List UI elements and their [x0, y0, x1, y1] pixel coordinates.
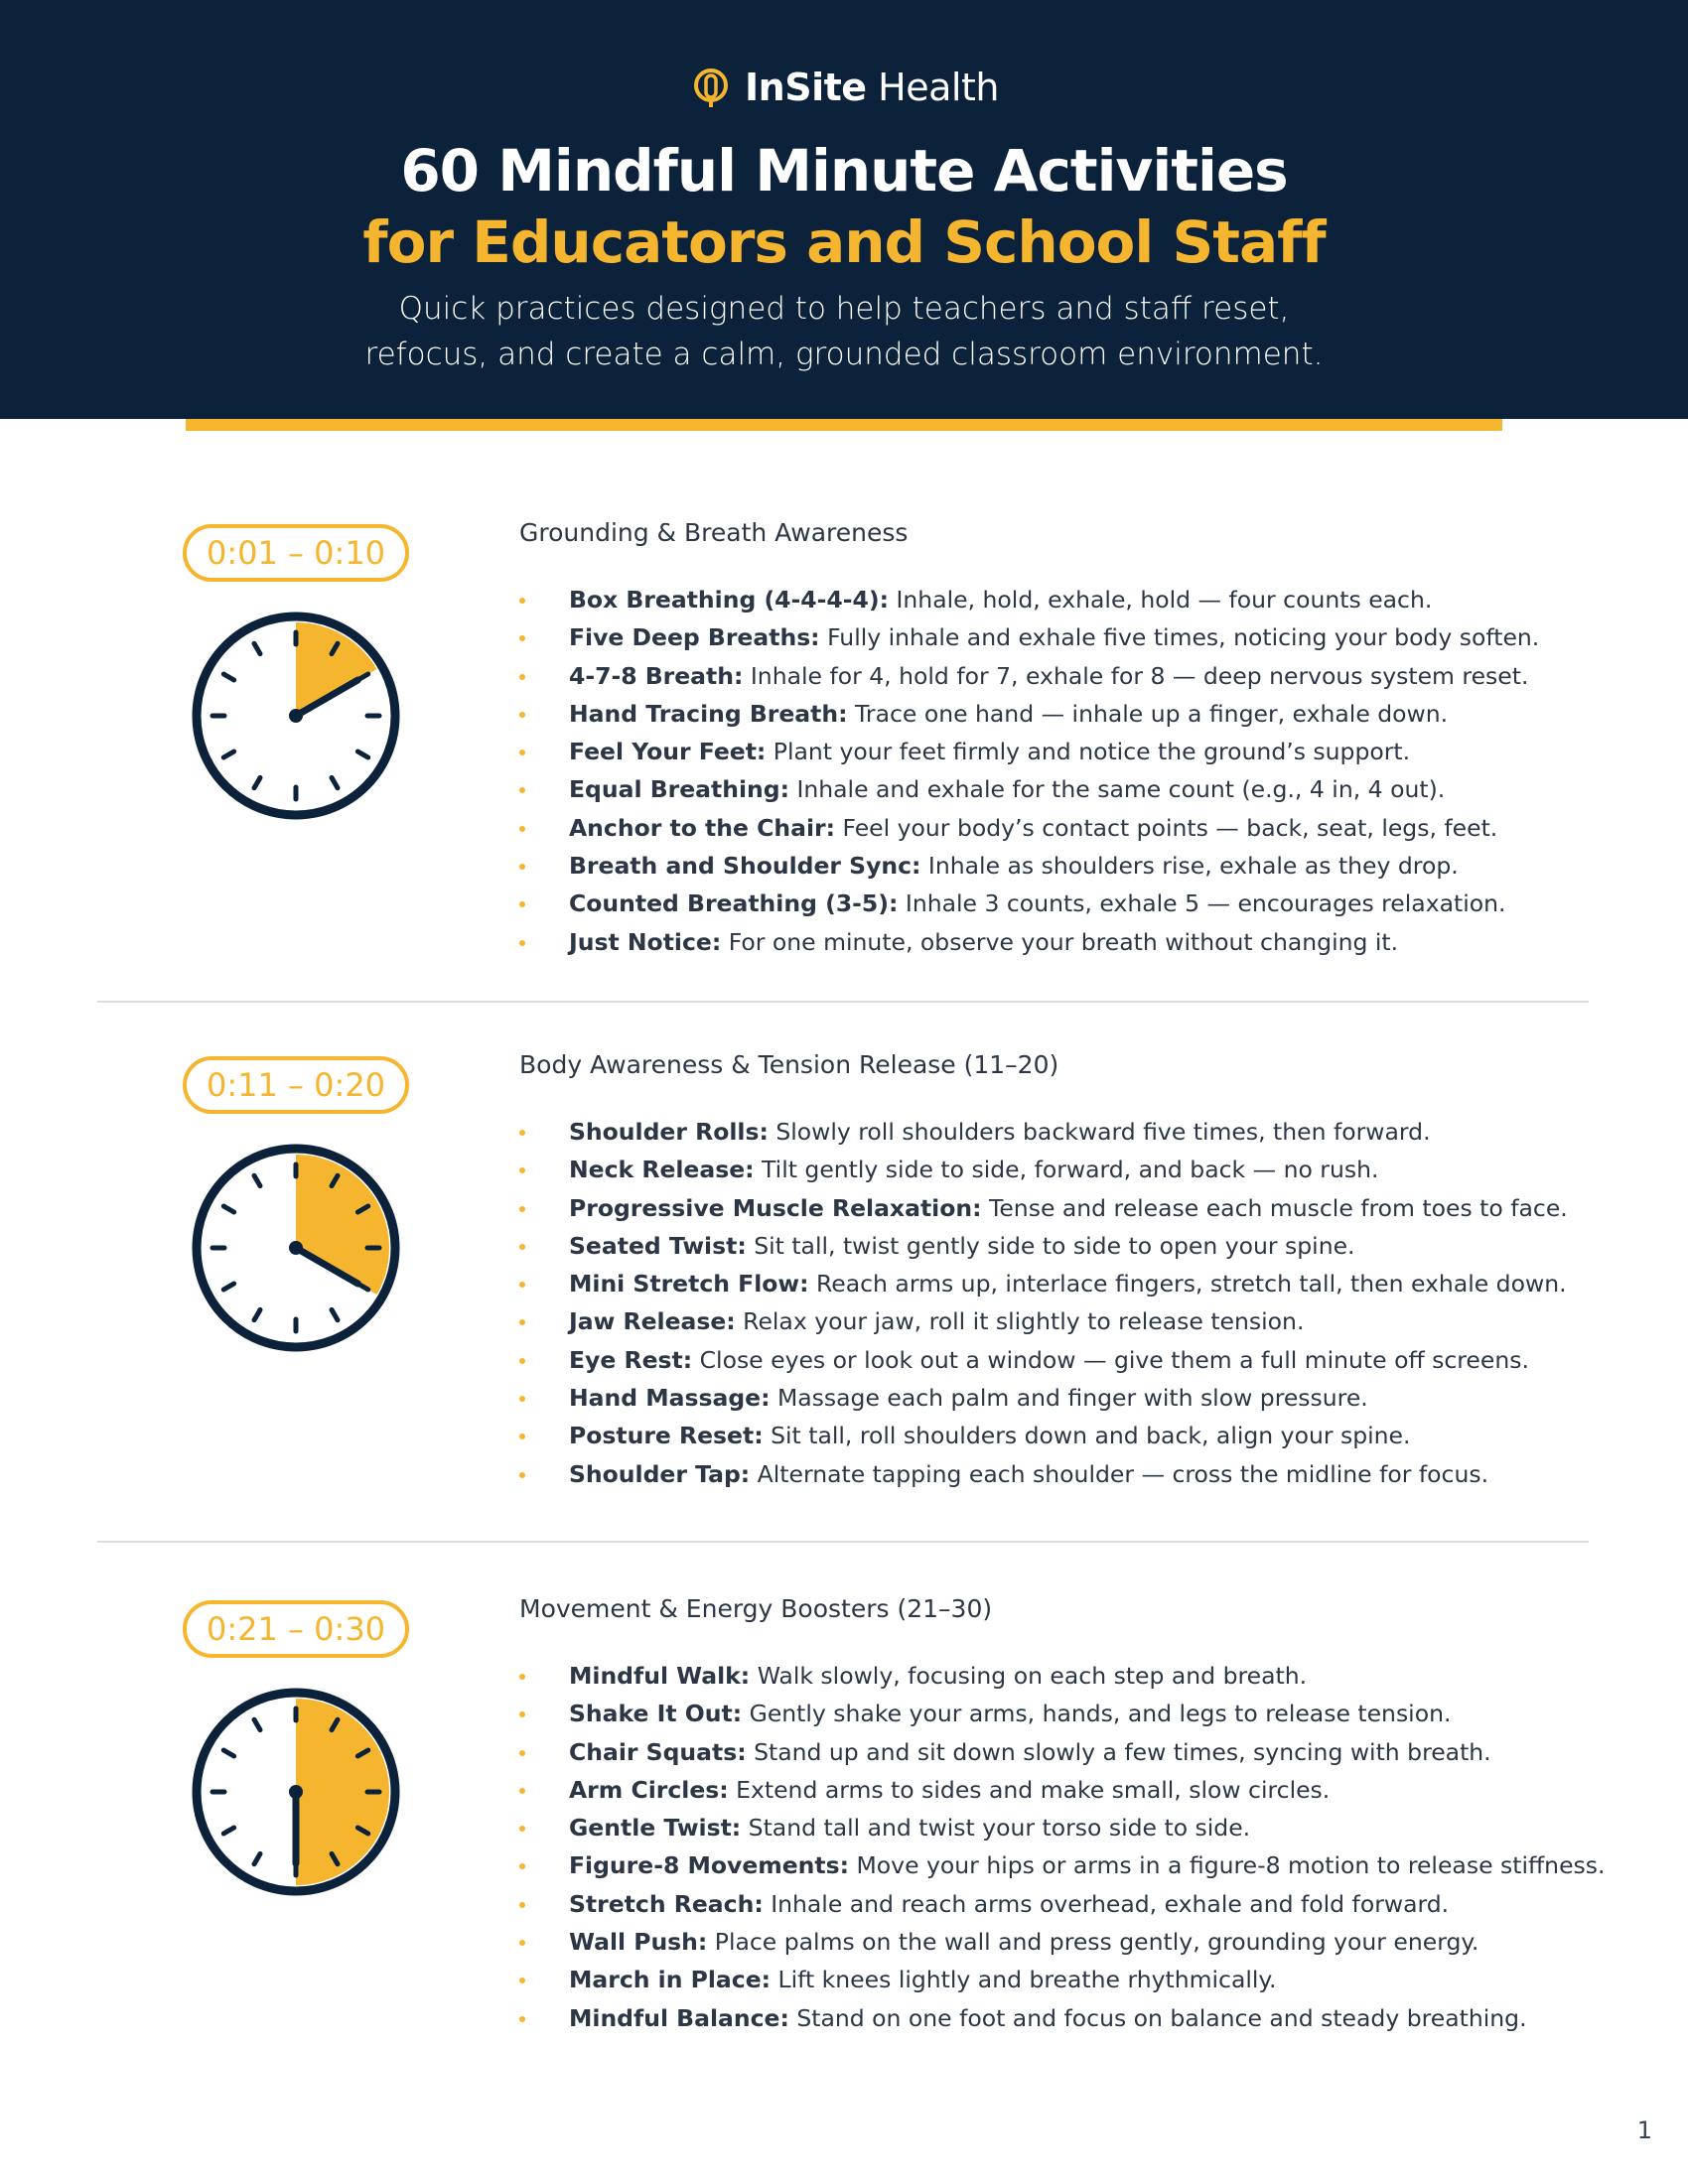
activity-item: [519, 1379, 1568, 1417]
activity-description: Place palms on the wall and press gently, grounding your energy.: [707, 1928, 1479, 1957]
logo-text: InSite Health: [745, 66, 999, 109]
bullet-icon: [519, 1711, 525, 1717]
activity-name: Mindful Balance:: [569, 2003, 789, 2032]
bullet-icon: [519, 1750, 525, 1756]
activity-description: Close eyes or look out a window — give them a full minute off screens.: [692, 1345, 1529, 1374]
activity-name: Chair Squats:: [569, 1737, 747, 1766]
clock-icon: [188, 1140, 404, 1356]
activity-description: Lift knees lightly and breathe rhythmically.: [771, 1966, 1277, 1994]
bullet-icon: [519, 598, 525, 604]
bullet-icon: [519, 1130, 525, 1136]
logo-mark-icon: [689, 66, 733, 109]
activity-description: Gently shake your arms, hands, and legs to release tension.: [742, 1700, 1452, 1728]
bullet-icon: [519, 1167, 525, 1173]
activity-item: [519, 1733, 1605, 1771]
activity-description: Inhale for 4, hold for 7, exhale for 8 — deep nervous system reset.: [743, 661, 1529, 690]
activity-description: Trace one hand — inhale up a finger, exhale down.: [847, 699, 1449, 728]
activity-description: Plant your feet firmly and notice the ground’s support.: [766, 738, 1411, 766]
activity-name: Breath and Shoulder Sync:: [569, 852, 921, 881]
bullet-icon: [519, 826, 525, 832]
time-range-badge: 0:11 – 0:20: [183, 1056, 409, 1114]
activity-list: [519, 1113, 1568, 1493]
activity-name: Five Deep Breaths:: [569, 623, 820, 652]
bullet-icon: [519, 1940, 525, 1946]
bullet-icon: [519, 1978, 525, 1983]
bullet-icon: [519, 940, 525, 946]
activity-description: For one minute, observe your breath without changing it.: [721, 927, 1399, 956]
activity-description: Stand tall and twist your torso side to side.: [741, 1814, 1251, 1843]
activity-name: Neck Release:: [569, 1156, 755, 1184]
activity-description: Feel your body’s contact points — back, seat, legs, feet.: [835, 813, 1498, 842]
page-header: [0, 0, 1688, 419]
activity-item: [519, 1885, 1605, 1923]
activity-name: Mini Stretch Flow:: [569, 1270, 809, 1298]
bullet-icon: [519, 1319, 525, 1325]
activity-name: Shake It Out:: [569, 1700, 743, 1728]
bullet-icon: [519, 1788, 525, 1794]
activity-item: [519, 1341, 1568, 1379]
bullet-icon: [519, 635, 525, 641]
bullet-icon: [519, 674, 525, 680]
page-subtitle: Quick practices designed to help teachers and staff reset, refocus, and create a calm, grounded classroom environment.: [364, 291, 1324, 372]
page-title: 60 Mindful Minute Activities: [400, 137, 1288, 205]
activity-description: Slowly roll shoulders backward five times, then forward.: [768, 1118, 1431, 1146]
activity-name: Shoulder Rolls:: [569, 1118, 769, 1146]
time-range-badge: 0:21 – 0:30: [183, 1600, 409, 1658]
activity-description: Stand up and sit down slowly a few times, syncing with breath.: [746, 1737, 1491, 1766]
bullet-icon: [519, 1396, 525, 1402]
bullet-icon: [519, 750, 525, 755]
activity-name: Figure-8 Movements:: [569, 1851, 850, 1880]
activity-item: [519, 1657, 1605, 1695]
activity-description: Tense and release each muscle from toes to face.: [981, 1193, 1568, 1222]
bullet-icon: [519, 1863, 525, 1869]
activity-item: [519, 770, 1539, 808]
activity-list: [519, 581, 1539, 961]
clock-icon: [188, 608, 404, 824]
activity-name: Stretch Reach:: [569, 1889, 764, 1918]
activity-name: Box Breathing (4-4-4-4):: [569, 586, 889, 614]
activity-name: Anchor to the Chair:: [569, 813, 836, 842]
activity-item: [519, 1809, 1605, 1846]
header-accent-bar: [186, 419, 1502, 431]
activity-description: Walk slowly, focusing on each step and breath.: [750, 1662, 1308, 1690]
section-divider: [97, 1541, 1589, 1543]
activity-name: Counted Breathing (3-5):: [569, 889, 899, 918]
bullet-icon: [519, 901, 525, 907]
page-title-highlight: for Educators and School Staff: [362, 208, 1326, 276]
page-number: 1: [1636, 2116, 1652, 2144]
activity-description: Inhale 3 counts, exhale 5 — encourages relaxation.: [898, 889, 1506, 918]
activity-description: Fully inhale and exhale five times, noticing your body soften.: [819, 623, 1540, 652]
activity-description: Inhale, hold, exhale, hold — four counts each.: [889, 586, 1433, 614]
bullet-icon: [519, 1472, 525, 1478]
activity-name: Gentle Twist:: [569, 1814, 742, 1843]
bullet-icon: [519, 1826, 525, 1832]
activity-item: [519, 1455, 1568, 1493]
activity-item: [519, 1227, 1568, 1265]
activity-item: [519, 1417, 1568, 1454]
activity-item: [519, 1189, 1568, 1227]
activity-name: 4-7-8 Breath:: [569, 661, 744, 690]
activity-item: [519, 847, 1539, 885]
activity-description: Extend arms to sides and make small, slow circles.: [728, 1775, 1331, 1804]
activity-description: Sit tall, roll shoulders down and back, align your spine.: [763, 1422, 1411, 1450]
activity-name: Arm Circles:: [569, 1775, 729, 1804]
clock-icon: [188, 1684, 404, 1900]
activity-description: Move your hips or arms in a figure-8 motion to release stiffness.: [849, 1851, 1606, 1880]
activity-name: Hand Massage:: [569, 1384, 771, 1413]
activity-item: [519, 1302, 1568, 1340]
activity-description: Sit tall, twist gently side to side to open your spine.: [746, 1231, 1355, 1260]
bullet-icon: [519, 864, 525, 870]
activity-name: Hand Tracing Breath:: [569, 699, 848, 728]
activity-description: Relax your jaw, roll it slightly to release tension.: [735, 1307, 1305, 1336]
activity-name: Just Notice:: [569, 927, 722, 956]
activity-name: Shoulder Tap:: [569, 1459, 751, 1488]
activity-item: [519, 1771, 1605, 1809]
clock-elapsed-wedge: [296, 622, 376, 716]
activity-item: [519, 581, 1539, 618]
activity-description: Stand on one foot and focus on balance and steady breathing.: [788, 2003, 1527, 2032]
activity-item: [519, 1961, 1605, 1998]
activity-description: Inhale and exhale for the same count (e.g., 4 in, 4 out).: [788, 775, 1446, 804]
activity-item: [519, 695, 1539, 733]
bullet-icon: [519, 1902, 525, 1908]
activity-item: [519, 733, 1539, 770]
bullet-icon: [519, 2016, 525, 2022]
section-title: Movement & Energy Boosters (21–30): [519, 1594, 993, 1623]
activity-item: [519, 1999, 1605, 2037]
activity-name: Eye Rest:: [569, 1345, 693, 1374]
bullet-icon: [519, 1358, 525, 1364]
section-divider: [97, 1001, 1589, 1003]
activity-item: [519, 1846, 1605, 1884]
activity-name: March in Place:: [569, 1966, 772, 1994]
bullet-icon: [519, 787, 525, 793]
activity-item: [519, 1265, 1568, 1302]
bullet-icon: [519, 1674, 525, 1680]
activity-item: [519, 809, 1539, 847]
section-title: Body Awareness & Tension Release (11–20): [519, 1050, 1059, 1079]
activity-name: Feel Your Feet:: [569, 738, 767, 766]
activity-description: Reach arms up, interlace fingers, stretch tall, then exhale down.: [808, 1270, 1567, 1298]
activity-item: [519, 1113, 1568, 1151]
activity-item: [519, 1151, 1568, 1188]
activity-description: Alternate tapping each shoulder — cross the midline for focus.: [750, 1459, 1489, 1488]
activity-name: Wall Push:: [569, 1928, 708, 1957]
activity-item: [519, 923, 1539, 961]
activity-item: [519, 1695, 1605, 1732]
bullet-icon: [519, 1244, 525, 1250]
activity-description: Massage each palm and finger with slow pressure.: [770, 1384, 1368, 1413]
activity-name: Posture Reset:: [569, 1422, 764, 1450]
activity-item: [519, 1923, 1605, 1961]
activity-description: Inhale and reach arms overhead, exhale and fold forward.: [763, 1889, 1450, 1918]
activity-name: Seated Twist:: [569, 1231, 747, 1260]
time-range-badge: 0:01 – 0:10: [183, 524, 409, 582]
bullet-icon: [519, 1433, 525, 1439]
activity-name: Jaw Release:: [569, 1307, 736, 1336]
bullet-icon: [519, 712, 525, 718]
insite-health-logo: [0, 66, 1688, 109]
bullet-icon: [519, 1282, 525, 1288]
activity-name: Mindful Walk:: [569, 1662, 751, 1690]
activity-list: [519, 1657, 1605, 2037]
bullet-icon: [519, 1206, 525, 1212]
activity-name: Progressive Muscle Relaxation:: [569, 1193, 982, 1222]
activity-description: Tilt gently side to side, forward, and back — no rush.: [754, 1156, 1379, 1184]
activity-item: [519, 657, 1539, 695]
section-title: Grounding & Breath Awareness: [519, 518, 909, 547]
activity-item: [519, 618, 1539, 656]
activity-name: Equal Breathing:: [569, 775, 789, 804]
activity-item: [519, 885, 1539, 922]
activity-description: Inhale as shoulders rise, exhale as they drop.: [920, 852, 1459, 881]
